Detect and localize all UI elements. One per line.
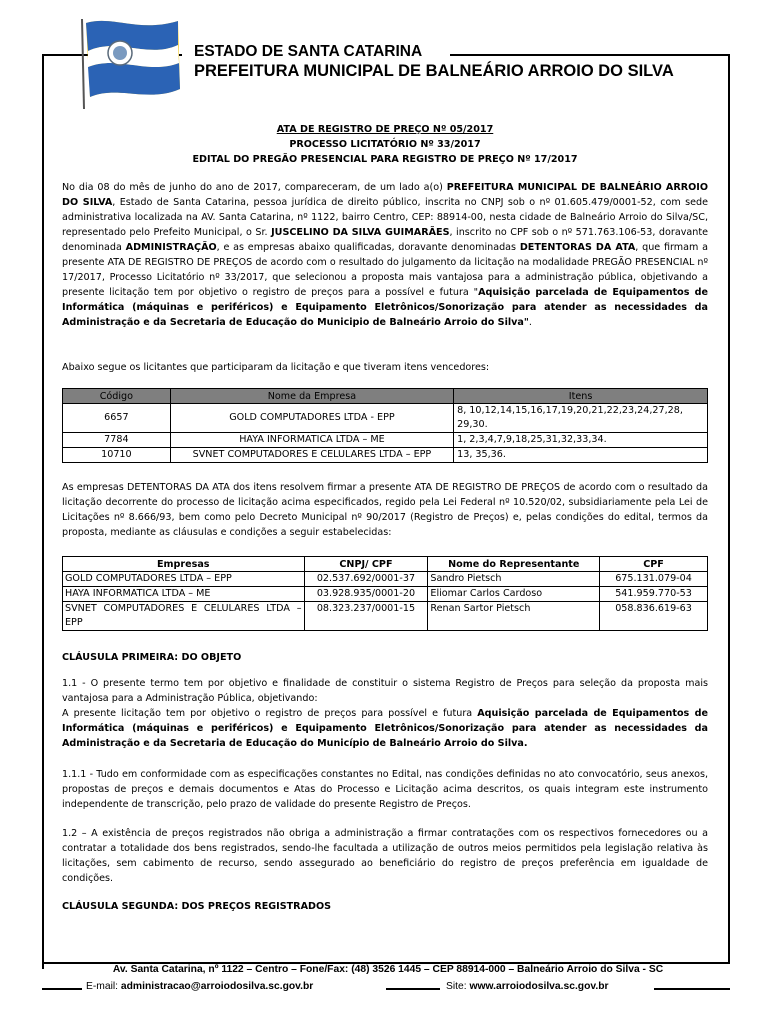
processo-title: PROCESSO LICITATÓRIO Nº 33/2017 <box>289 139 481 150</box>
licitantes-table <box>62 388 708 463</box>
column-header: Nome do Representante <box>428 557 600 572</box>
table-header-row <box>63 557 708 572</box>
column-header: Itens <box>454 389 708 404</box>
frame-line <box>728 54 730 964</box>
municipal-flag-icon <box>68 15 188 110</box>
representantes-table <box>62 556 708 631</box>
table-row: 10710 SVNET COMPUTADORES E CELULARES LTDA – EPP 13, 35,36. <box>63 448 708 463</box>
clausula-1-1-objeto: A presente licitação tem por objetivo o registro de preços para possível e futura Aquisição parcelada de Equipamentos de Informática (máquinas e periféricos) e Equipamento Eletrônicos/Sonorização para atender as necessidades da Administração e da Secretaria de Educação do Município de Balneário Arroio do Silva. <box>62 708 708 749</box>
state-name: ESTADO DE SANTA CATARINA <box>194 43 423 60</box>
clausula-1-1-1: 1.1.1 - Tudo em conformidade com as especificações constantes no Edital, nas condições definidas no ato convocatório, seus anexos, propostas de preços e demais documentos e Atas do Processo e Licitação acima descritos, os quais integram este instrumento independente de transcrição, pelo prazo de validade do presente Registro de Preços. <box>62 769 708 810</box>
column-header: Código <box>63 389 171 404</box>
footer-email: E-mail: administracao@arroiodosilva.sc.gov.br <box>86 981 314 992</box>
footer-address: Av. Santa Catarina, nº 1122 – Centro – Fone/Fax: (48) 3526 1445 – CEP 88914-000 – Balneário Arroio do Silva - SC <box>112 964 664 975</box>
prefeitura-name: PREFEITURA MUNICIPAL DE BALNEÁRIO ARROIO DO SILVA <box>194 62 674 80</box>
frame-line <box>42 988 82 990</box>
table-row: 6657 GOLD COMPUTADORES LTDA - EPP 8, 10,12,14,15,16,17,19,20,21,22,23,24,27,28, 29,30. <box>63 404 708 433</box>
frame-line <box>654 988 730 990</box>
table-header-row <box>63 389 708 404</box>
site-link[interactable]: www.arroiodosilva.sc.gov.br <box>469 981 609 992</box>
frame-line <box>42 54 44 969</box>
clausula-primeira-title: CLÁUSULA PRIMEIRA: DO OBJETO <box>62 652 242 663</box>
edital-title: EDITAL DO PREGÃO PRESENCIAL PARA REGISTRO DE PREÇO Nº 17/2017 <box>192 154 578 165</box>
column-header: Nome da Empresa <box>170 389 453 404</box>
email-link[interactable]: administracao@arroiodosilva.sc.gov.br <box>120 981 314 992</box>
detentoras-paragraph: As empresas DETENTORAS DA ATA dos itens resolvem firmar a presente ATA DE REGISTRO DE PREÇOS de acordo com o resultado da licitação decorrente do processo de licitação acima especificados, regido pela Lei Federal nº 10.520/02, subsidiariamente pela Lei de Licitações nº 8.666/93, bem como pelo Decreto Municipal nº 90/2017 (Registro de Preços) e, pelas condições do edital, termos da proposta, mediante as cláusulas e condições a seguir estabelecidas: <box>62 482 708 538</box>
document-titles <box>62 122 708 167</box>
ata-title: ATA DE REGISTRO DE PREÇO Nº 05/2017 <box>276 124 494 135</box>
frame-line <box>450 54 730 56</box>
clausula-1-1: 1.1 - O presente termo tem por objetivo e finalidade de constituir o sistema Registro de Preços para seleção da proposta mais vantajosa para a Administração Pública, objetivando: A presente licitação tem por objetivo o registro de preços para possível e futura Aquisição parcelada de Equipamentos de Informática (máquinas e periféricos) e Equipamento Eletrônicos/Sonorização para atender as necessidades da Administração e da Secretaria de Educação do Município de Balneário Arroio do Silva. <box>62 678 708 749</box>
table-row: SVNET COMPUTADORES E CELULARES LTDA – EPP 08.323.237/0001-15 Renan Sartor Pietsch 058.836.619-63 <box>63 602 708 631</box>
clausula-segunda-title: CLÁUSULA SEGUNDA: DOS PREÇOS REGISTRADOS <box>62 901 332 912</box>
intro-paragraph: No dia 08 do mês de junho do ano de 2017, compareceram, de um lado a(o) PREFEITURA MUNICIPAL DE BALNEÁRIO ARROIO DO SILVA, Estado de Santa Catarina, pessoa jurídica de direito público, inscrita no CNPJ sob o nº 01.605.479/0001-52, com sede administrativa localizada na AV. Santa Catarina, nº 1122, bairro Centro, CEP: 88914-00, nesta cidade de Balneário Arroio do Silva/SC, representado pelo Prefeito Municipal, o Sr. JUSCELINO DA SILVA GUIMARÃES, inscrito no CPF sob o nº 571.763.106-53, doravante denominada ADMINISTRAÇÃO, e as empresas abaixo qualificadas, doravante denominadas DETENTORAS DA ATA, que firmam a presente ATA DE REGISTRO DE PREÇOS de acordo com o resultado do julgamento da licitação na modalidade PREGÃO PRESENCIAL nº 17/2017, Processo Licitatório nº 33/2017, que selecionou a proposta mais vantajosa para a administração pública, objetivando a presente licitação tem por objetivo o registro de preços para a possível e futura "Aquisição parcelada de Equipamentos de Informática (máquinas e periféricos) e Equipamento Eletrônicos/Sonorização para atender as necessidades da Administração e da Secretaria de Educação do Municipio de Balneário Arroio do Silva". <box>62 182 708 328</box>
table-row: GOLD COMPUTADORES LTDA – EPP 02.537.692/0001-37 Sandro Pietsch 675.131.079-04 <box>63 572 708 587</box>
table-row: HAYA INFORMATICA LTDA – ME 03.928.935/0001-20 Eliomar Carlos Cardoso 541.959.770-53 <box>63 587 708 602</box>
table-row: 7784 HAYA INFORMATICA LTDA – ME 1, 2,3,4,7,9,18,25,31,32,33,34. <box>63 433 708 448</box>
column-header: CNPJ/ CPF <box>304 557 428 572</box>
licitantes-intro: Abaixo segue os licitantes que participaram da licitação e que tiveram itens vencedores: <box>62 362 490 373</box>
footer-site: Site: www.arroiodosilva.sc.gov.br <box>446 981 609 992</box>
column-header: Empresas <box>63 557 305 572</box>
frame-line <box>386 988 440 990</box>
clausula-1-2: 1.2 – A existência de preços registrados não obriga a administração a firmar contratações com os respectivos fornecedores ou a contratar a totalidade dos bens registrados, sendo-lhe facultada a utilização de outros meios permitidos pela legislação relativa às licitações, sem cabimento de recurso, sendo assegurado ao beneficiário do registro de preços preferência em igualdade de condições. <box>62 828 708 884</box>
column-header: CPF <box>600 557 708 572</box>
